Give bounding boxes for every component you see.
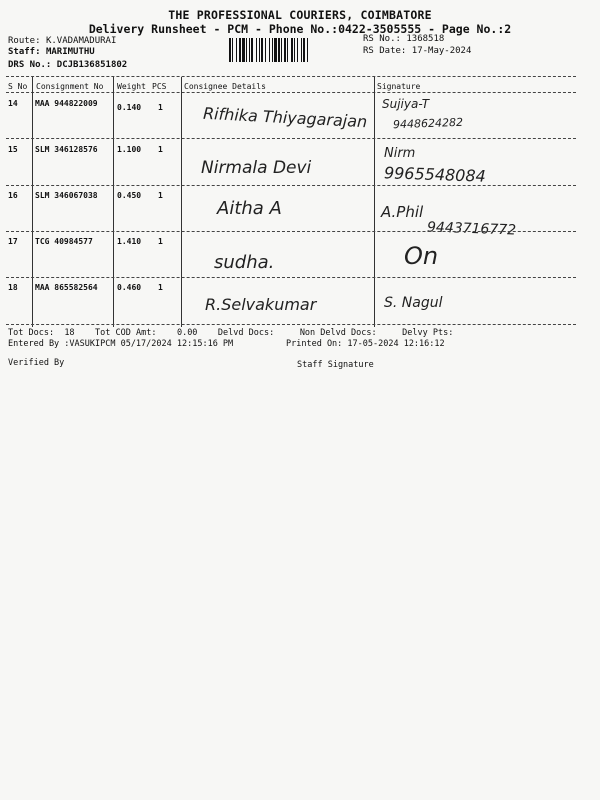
tot-cod-value: 0.00 bbox=[176, 328, 198, 338]
staff-line: Staff: MARIMUTHU bbox=[8, 47, 95, 57]
rs-date-line: RS Date: 17-May-2024 bbox=[363, 46, 472, 56]
row-rule bbox=[6, 185, 576, 186]
signature-handwriting: A.Phil bbox=[381, 203, 424, 221]
cell-pcs: 1 bbox=[158, 283, 163, 292]
cell-weight: 0.460 bbox=[117, 283, 142, 292]
row-rule bbox=[6, 277, 576, 278]
verified-by-label: Verified By bbox=[8, 358, 65, 368]
signature-phone: 9448624282 bbox=[392, 115, 464, 132]
rs-no-value: 1368518 bbox=[406, 34, 445, 44]
runsheet-subtitle: Delivery Runsheet - PCM - Phone No.:0422-3505555 - Page No.:2 bbox=[88, 22, 512, 36]
col-divider bbox=[181, 77, 182, 327]
signature-handwriting: On bbox=[404, 242, 439, 270]
header-signature: Signature bbox=[377, 82, 421, 91]
cell-consignment: SLM 346067038 bbox=[35, 191, 98, 200]
signature-phone: 9443716772 bbox=[426, 219, 517, 239]
entered-by: Entered By :VASUKIPCM 05/17/2024 12:15:16 PM bbox=[8, 339, 234, 349]
cell-sno: 16 bbox=[8, 191, 18, 200]
signature-handwriting: Nirm bbox=[384, 146, 416, 161]
col-divider bbox=[32, 77, 33, 327]
header-sno: S No bbox=[8, 82, 28, 91]
header-weight: Weight bbox=[117, 82, 146, 91]
cell-weight: 0.450 bbox=[117, 191, 142, 200]
cell-pcs: 1 bbox=[158, 145, 163, 154]
row-rule bbox=[6, 138, 576, 139]
consignee-handwriting: Aitha A bbox=[217, 198, 282, 219]
route-value: K.VADAMADURAI bbox=[45, 36, 117, 46]
table-top-rule bbox=[6, 76, 576, 77]
drs-line: DRS No.: DCJB136851802 bbox=[8, 60, 128, 70]
staff-value: MARIMUTHU bbox=[45, 47, 95, 57]
header-consignee: Consignee Details bbox=[184, 82, 266, 91]
cell-sno: 18 bbox=[8, 283, 18, 292]
cell-consignment: TCG 40984577 bbox=[35, 237, 93, 246]
tot-docs-value: 18 bbox=[64, 328, 75, 338]
consignee-handwriting: Nirmala Devi bbox=[201, 158, 312, 178]
cell-pcs: 1 bbox=[158, 191, 163, 200]
cell-weight: 0.140 bbox=[117, 103, 142, 112]
cell-sno: 17 bbox=[8, 237, 18, 246]
consignee-handwriting: sudha. bbox=[214, 252, 275, 273]
consignee-handwriting: Rifhika Thiyagarajan bbox=[202, 103, 368, 132]
cell-weight: 1.100 bbox=[117, 145, 142, 154]
cell-consignment: MAA 865582564 bbox=[35, 283, 98, 292]
printed-on: Printed On: 17-05-2024 12:16:12 bbox=[286, 339, 445, 349]
route-line: Route: K.VADAMADURAI bbox=[8, 36, 117, 46]
signature-handwriting: Sujiya-T bbox=[382, 97, 430, 111]
col-divider bbox=[113, 77, 114, 327]
rs-no-line: RS No.: 1368518 bbox=[363, 34, 445, 44]
barcode bbox=[229, 38, 357, 62]
cell-sno: 15 bbox=[8, 145, 18, 154]
header-pcs: PCS bbox=[152, 82, 167, 91]
signature-handwriting: S. Nagul bbox=[384, 295, 443, 311]
header-consignment: Consignment No bbox=[36, 82, 104, 91]
table-header-rule bbox=[6, 92, 576, 93]
row-rule bbox=[6, 231, 576, 232]
cell-weight: 1.410 bbox=[117, 237, 142, 246]
rs-date-value: 17-May-2024 bbox=[411, 46, 472, 56]
col-divider bbox=[374, 77, 375, 327]
cell-consignment: MAA 944822009 bbox=[35, 99, 98, 108]
consignee-handwriting: R.Selvakumar bbox=[205, 295, 317, 314]
cell-consignment: SLM 346128576 bbox=[35, 145, 98, 154]
table-bottom-rule bbox=[6, 324, 576, 325]
signature-phone: 9965548084 bbox=[383, 163, 487, 186]
staff-signature-label: Staff Signature bbox=[297, 360, 374, 370]
cell-sno: 14 bbox=[8, 99, 18, 108]
company-title: THE PROFESSIONAL COURIERS, COIMBATORE bbox=[168, 8, 432, 22]
drs-value: DCJB136851802 bbox=[56, 60, 128, 70]
cell-pcs: 1 bbox=[158, 103, 163, 112]
cell-pcs: 1 bbox=[158, 237, 163, 246]
totals-line: Tot Docs: 18 Tot COD Amt: 0.00 Delvd Docs: Non Delvd Docs: Delvy Pts: bbox=[8, 328, 454, 338]
